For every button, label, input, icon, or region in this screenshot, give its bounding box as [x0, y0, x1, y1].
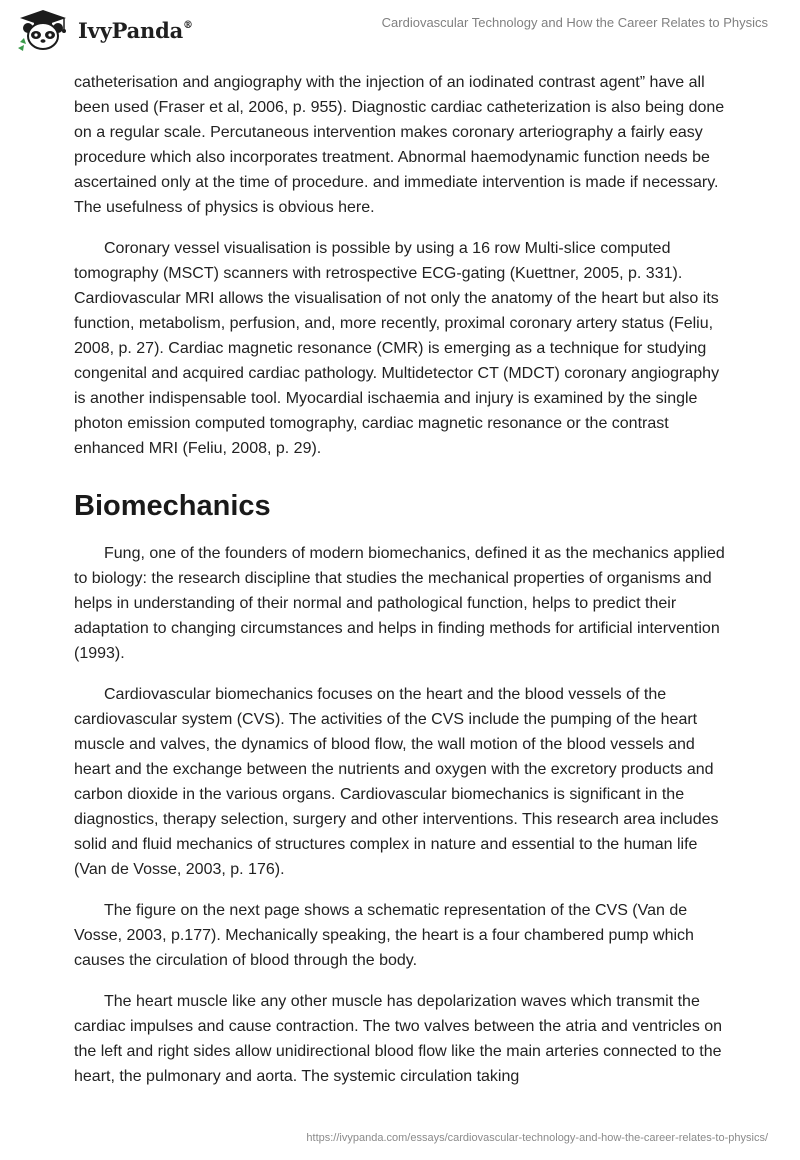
panda-graduate-icon	[14, 8, 72, 52]
article-body	[74, 70, 734, 1105]
brand-logo[interactable]	[14, 8, 193, 52]
section-heading: Biomechanics	[74, 490, 271, 522]
paragraph: catheterisation and angiography with the injection of an iodinated contrast agent” have all been used (Fraser et al, 2006, p. 955). Diagnostic cardiac catheterization is also being done on a regular scale. Percutaneous intervention makes coronary arteriography a fairly easy procedure which also incorporates treatment. Abnormal haemodynamic function needs be ascertained only at the time of procedure. and immediate intervention is made if necessary. The usefulness of physics is obvious here.	[74, 74, 725, 216]
source-url[interactable]: https://ivypanda.com/essays/cardiovascular-technology-and-how-the-career-relates-to-physics/	[306, 1132, 768, 1144]
paragraph: Cardiovascular biomechanics focuses on the heart and the blood vessels of the cardiovascular system (CVS). The activities of the CVS include the pumping of the heart muscle and valves, the dynamics of blood flow, the wall motion of the blood vessels and heart and the exchange between the nutrients and oxygen with the excretory products and carbon dioxide in the various organs. Cardiovascular biomechanics is significant in the diagnostics, therapy selection, surgery and other interventions. This research area includes solid and fluid mechanics of structures complex in nature and essential to the human life (Van de Vosse, 2003, p. 176).	[74, 686, 719, 878]
document-title: Cardiovascular Technology and How the Career Relates to Physics	[381, 15, 768, 30]
paragraph: Coronary vessel visualisation is possible by using a 16 row Multi-slice computed tomography (MSCT) scanners with retrospective ECG-gating (Kuettner, 2005, p. 331). Cardiovascular MRI allows the visualisation of not only the anatomy of the heart but also its function, metabolism, perfusion, and, more recently, proximal coronary artery status (Feliu, 2008, p. 27). Cardiac magnetic resonance (CMR) is emerging as a technique for studying congenital and acquired cardiac pathology. Multidetector CT (MDCT) coronary angiography is another indispensable tool. Myocardial ischaemia and injury is examined by the single photon emission computed tomography, cardiac magnetic resonance or the contrast enhanced MRI (Feliu, 2008, p. 29).	[74, 240, 720, 457]
paragraph: The figure on the next page shows a schematic representation of the CVS (Van de Vosse, 2003, p.177). Mechanically speaking, the heart is a four chambered pump which causes the circulation of blood through the body.	[74, 902, 694, 969]
paragraph: Fung, one of the founders of modern biomechanics, defined it as the mechanics applied to biology: the research discipline that studies the mechanical properties of organisms and helps in understanding of their normal and pathological function, helps to predict their adaptation to changing circumstances and helps in finding methods for artificial intervention (1993).	[74, 545, 725, 662]
paragraph: The heart muscle like any other muscle has depolarization waves which transmit the cardiac impulses and cause contraction. The two valves between the atria and ventricles on the left and right sides allow unidirectional blood flow like the main arteries connected to the heart, the pulmonary and aorta. The systemic circulation taking	[74, 993, 723, 1085]
brand-name: IvyPanda®	[78, 17, 193, 43]
page-header	[0, 0, 800, 60]
